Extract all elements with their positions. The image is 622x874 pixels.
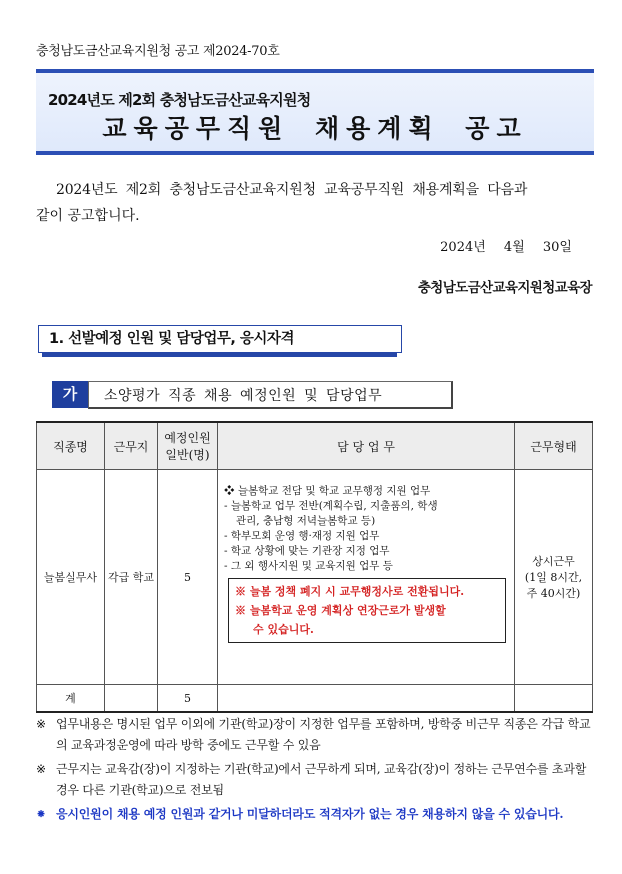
note-text: 응시인원이 채용 예정 인원과 같거나 미달하더라도 적격자가 없는 경우 채용하지 않을 수 있습니다.	[56, 807, 564, 821]
cell-work-type	[515, 470, 593, 685]
total-empty	[515, 685, 593, 713]
header-location: 근무지	[105, 422, 158, 470]
issuer: 충청남도금산교육지원청교육장	[417, 280, 592, 296]
header-work-type: 근무형태	[515, 422, 593, 470]
duty-line: - 학부모회 운영 행·재정 지원 업무	[224, 530, 380, 542]
notice-date: 2024년 4월 30일	[440, 240, 572, 255]
banner-subtitle: 2024년도 제2회 충청남도금산교육지원청	[48, 91, 311, 109]
header-count	[158, 422, 218, 470]
total-empty	[105, 685, 158, 713]
cell-duties	[218, 470, 515, 685]
notice-reference: 충청남도금산교육지원청 공고 제2024-70호	[36, 44, 280, 59]
cell-location: 각급 학교	[105, 470, 158, 685]
work-type-line-2: (1일 8시간,	[524, 571, 583, 584]
header-count-line-2: 일반(명)	[165, 448, 210, 462]
work-type-line-3: 주 40시간)	[526, 587, 581, 600]
intro-line-2: 같이 공고합니다.	[36, 208, 140, 224]
recruitment-table	[36, 421, 593, 713]
work-type-line-1: 상시근무	[532, 555, 575, 568]
duty-line: ❖ 늘봄학교 전담 및 학교 교무행정 지원 업무	[224, 485, 431, 497]
note-mark: ※	[36, 717, 46, 731]
note-item	[36, 714, 596, 756]
table-row	[37, 470, 593, 685]
table-total-row	[37, 685, 593, 713]
total-count: 5	[158, 685, 218, 713]
cell-job: 늘봄실무사	[37, 470, 105, 685]
header-job: 직종명	[37, 422, 105, 470]
banner-title: 교육공무직원 채용계획 공고	[102, 114, 528, 143]
section-a-heading: 소양평가 직종 채용 예정인원 및 담당업무	[104, 388, 383, 404]
note-text: 근무지는 교육감(장)이 지정하는 기관(학교)에서 근무하게 되며, 교육감(장)이 정하는 근무연수를 초과할 경우 다른 기관(학교)으로 전보됨	[56, 762, 587, 797]
warning-line: ※ 늘봄 정책 폐지 시 교무행정사로 전환됩니다.	[235, 585, 465, 598]
cell-count: 5	[158, 470, 218, 685]
note-mark: ※	[36, 762, 46, 776]
duty-line: 관리, 충남형 저녁늘봄학교 등)	[236, 515, 376, 527]
duty-line: - 그 외 행사지원 및 교육지원 업무 등	[224, 560, 393, 572]
warning-box	[228, 578, 506, 643]
total-label: 계	[37, 685, 105, 713]
note-item	[36, 759, 596, 801]
note-mark: ⁕	[36, 807, 46, 821]
title-banner	[36, 69, 594, 155]
intro-line-1: 2024년도 제2회 충청남도금산교육지원청 교육공무직원 채용계획을 다음과	[56, 182, 528, 198]
header-count-line-1: 예정인원	[164, 431, 211, 445]
warning-line: ※ 늘봄학교 운영 계획상 연장근로가 발생할	[235, 604, 446, 617]
warning-line: 수 있습니다.	[253, 623, 314, 636]
section-1-heading: 1. 선발예정 인원 및 담당업무, 응시자격	[38, 325, 402, 353]
table-header-row	[37, 422, 593, 470]
section-a-badge: 가	[52, 381, 88, 408]
note-item-important	[36, 804, 596, 825]
header-duties: 담 당 업 무	[218, 422, 515, 470]
duty-line: - 학교 상황에 맞는 기관장 지정 업무	[224, 545, 390, 557]
notes	[36, 714, 596, 828]
total-empty	[218, 685, 515, 713]
note-text: 업무내용은 명시된 업무 이외에 기관(학교)장이 지정한 업무를 포함하며, 방학중 비근무 직종은 각급 학교의 교육과정운영에 따라 방학 중에도 근무할 수 있음	[56, 717, 591, 752]
duty-line: - 늘봄학교 업무 전반(계획수립, 지출품의, 학생	[224, 500, 438, 512]
